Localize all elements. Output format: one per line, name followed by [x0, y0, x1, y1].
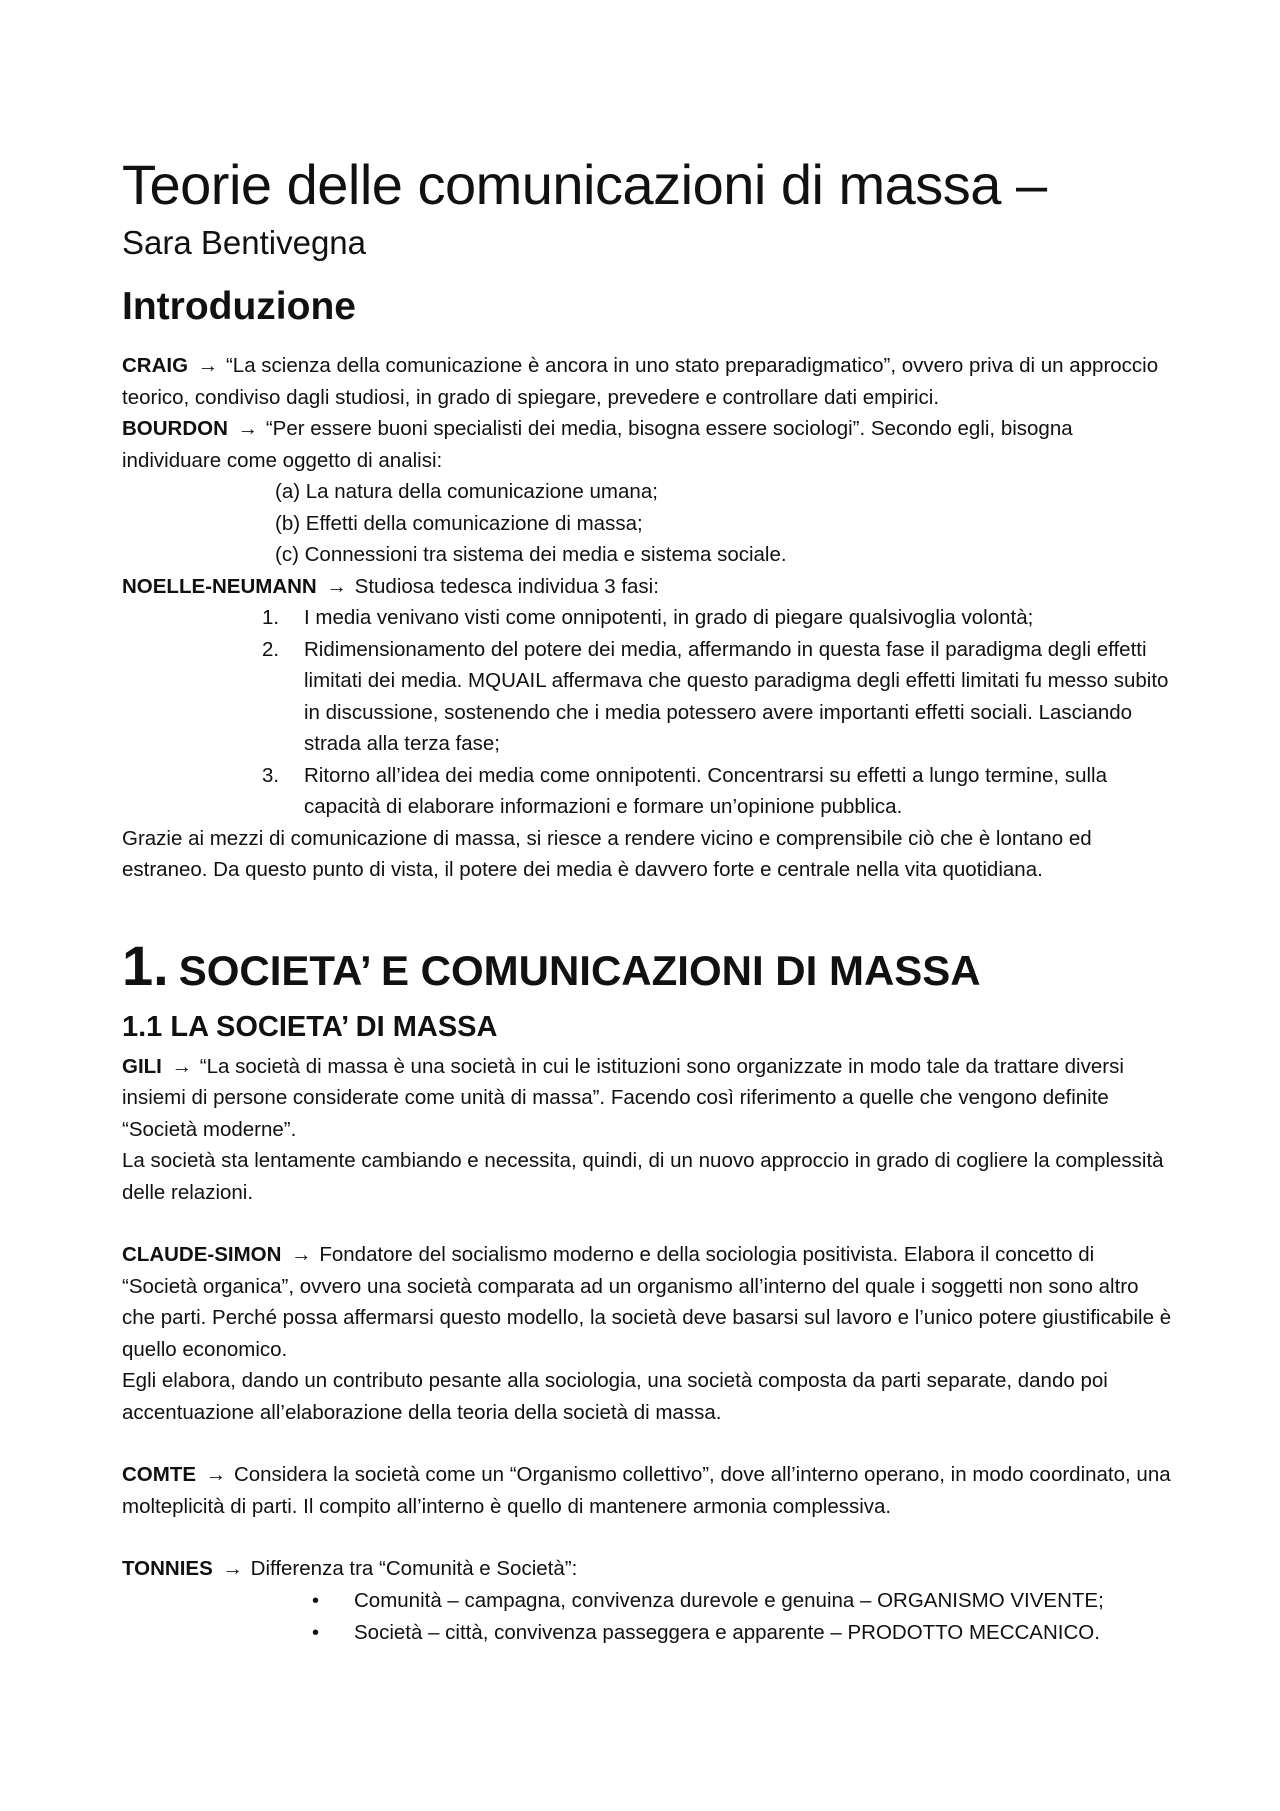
bullet-icon: • [312, 1589, 320, 1612]
bourdon-text-2: individuare come oggetto di analisi: [122, 448, 443, 472]
bourdon-list [275, 476, 1172, 571]
list-marker: 1. [262, 606, 280, 629]
list-item [275, 508, 1172, 540]
intro-closing-paragraph: Grazie ai mezzi di comunicazione di massa, si riesce a rendere vicino e comprensibile ciò che è lontano ed estraneo. Da questo punto di vista, il potere dei media è davvero forte e centrale nella vita quotidiana. [122, 826, 1092, 881]
paragraph-spacer [122, 1428, 1172, 1459]
list-item [262, 602, 1172, 634]
list-marker: (b) [275, 511, 301, 535]
bourdon-text-1: “Per essere buoni specialisti dei media, bisogna essere sociologi”. Secondo egli, bisogna [265, 417, 1073, 440]
list-marker: 2. [262, 637, 280, 661]
gili-text: “La società di massa è una società in cui le istituzioni sono organizzate in modo tale da trattare diversi insiemi di persone considerate come unità di massa”. Facendo così riferimento a quelle che vengono definite “Società moderne”. [122, 1054, 1124, 1141]
list-item [312, 1585, 1172, 1618]
list-marker: (c) [275, 543, 299, 566]
gili-paragraph [122, 1051, 1172, 1146]
claude-text: Fondatore del socialismo moderno e della sociologia positivista. Elabora il concetto di “Società organica”, ovvero una società comparata ad un organismo all’interno del quale i soggetti non sono altro che parti. Perché possa affermarsi questo modello, la società deve basarsi sul lavoro e l’unico potere giustificabile è quello economico. [122, 1243, 1172, 1361]
tonnies-list [312, 1585, 1172, 1650]
arrow-right-icon: → [291, 1243, 312, 1266]
list-item-text: Connessioni tra sistema dei media e sistema sociale. [304, 543, 787, 566]
noelle-phases-list [262, 602, 1172, 823]
gili-name: GILI [122, 1054, 162, 1078]
list-item-text: Effetti della comunicazione di massa; [305, 511, 643, 535]
comte-text: Considera la società come un “Organismo collettivo”, dove all’interno operano, in modo coordinato, una molteplicità di parti. Il compito all’interno è quello di mantenere armonia complessiva. [122, 1463, 1171, 1518]
bullet-icon: • [312, 1622, 320, 1644]
craig-paragraph [122, 350, 1172, 413]
arrow-right-icon: → [237, 417, 259, 440]
claude-paragraph [122, 1239, 1172, 1365]
list-item-text: Ritorno all’idea dei media come onnipotenti. Concentrarsi su effetti a lungo termine, sulla capacità di elaborare informazioni e formare un’opinione pubblica. [304, 763, 1107, 818]
list-item-text: I media venivano visti come onnipotenti, in grado di piegare qualsivoglia volontà; [304, 606, 1034, 629]
craig-name: CRAIG [122, 354, 189, 377]
list-item [262, 760, 1172, 823]
paragraph-spacer [122, 1208, 1172, 1239]
comte-paragraph [122, 1459, 1172, 1522]
list-item-text: Comunità – campagna, convivenza durevole e genuina – ORGANISMO VIVENTE; [354, 1588, 1104, 1612]
section-heading: 1.1 LA SOCIETA’ DI MASSA [122, 1010, 498, 1043]
noelle-name: NOELLE-NEUMANN [122, 574, 317, 598]
claude-paragraph-2: Egli elabora, dando un contributo pesante alla sociologia, una società composta da parti separate, dando poi accentuazione all’elaborazione della teoria della società di massa. [122, 1369, 1108, 1424]
tonnies-name: TONNIES [122, 1557, 213, 1580]
list-item-text: Ridimensionamento del potere dei media, affermando in questa fase il paradigma degli effetti limitati dei media. MQUAIL affermava che questo paradigma degli effetti limitati fu messo subito in discussione, sostenendo che i media potessero avere importanti effetti sociali. Lasciando strada alla terza fase; [304, 637, 1169, 755]
noelle-text: Studiosa tedesca individua 3 fasi: [354, 574, 659, 598]
gili-paragraph-2: La società sta lentamente cambiando e necessita, quindi, di un nuovo approccio in grado di cogliere la complessità delle relazioni. [122, 1149, 1164, 1204]
intro-heading: Introduzione [122, 285, 356, 328]
list-item [312, 1617, 1172, 1650]
arrow-right-icon: → [197, 354, 219, 377]
chapter-title: SOCIETA’ E COMUNICAZIONI DI MASSA [178, 946, 981, 994]
craig-text-2: approccio teorico, condiviso dagli studiosi, in grado di spiegare, prevedere e controllare dati empirici. [122, 354, 1159, 409]
list-marker: 3. [262, 763, 280, 787]
document-author: Sara Bentivegna [122, 224, 367, 261]
document-page [122, 150, 1172, 1650]
chapter-heading [122, 933, 1172, 1001]
claude-name: CLAUDE-SIMON [122, 1243, 282, 1266]
comte-name: COMTE [122, 1463, 197, 1486]
tonnies-text: Differenza tra “Comunità e Società”: [250, 1557, 578, 1580]
list-item [262, 634, 1172, 760]
list-item-text: La natura della comunicazione umana; [305, 480, 658, 503]
document-title: Teorie delle comunicazioni di massa – [122, 153, 1047, 216]
chapter-number: 1. [122, 933, 169, 997]
arrow-right-icon: → [171, 1054, 193, 1078]
bourdon-name: BOURDON [122, 417, 228, 440]
bourdon-paragraph [122, 413, 1172, 476]
arrow-right-icon: → [205, 1463, 227, 1486]
list-marker: (a) [275, 480, 301, 503]
list-item-text: Società – città, convivenza passeggera e apparente – PRODOTTO MECCANICO. [354, 1621, 1100, 1644]
arrow-right-icon: → [326, 574, 347, 598]
paragraph-spacer [122, 1522, 1172, 1553]
tonnies-paragraph [122, 1553, 1172, 1585]
list-item [275, 539, 1172, 571]
craig-text-1: “La scienza della comunicazione è ancora in uno stato preparadigmatico”, ovvero priva di un [225, 354, 1064, 377]
arrow-right-icon: → [222, 1557, 243, 1580]
noelle-paragraph [122, 571, 1172, 603]
list-item [275, 476, 1172, 508]
